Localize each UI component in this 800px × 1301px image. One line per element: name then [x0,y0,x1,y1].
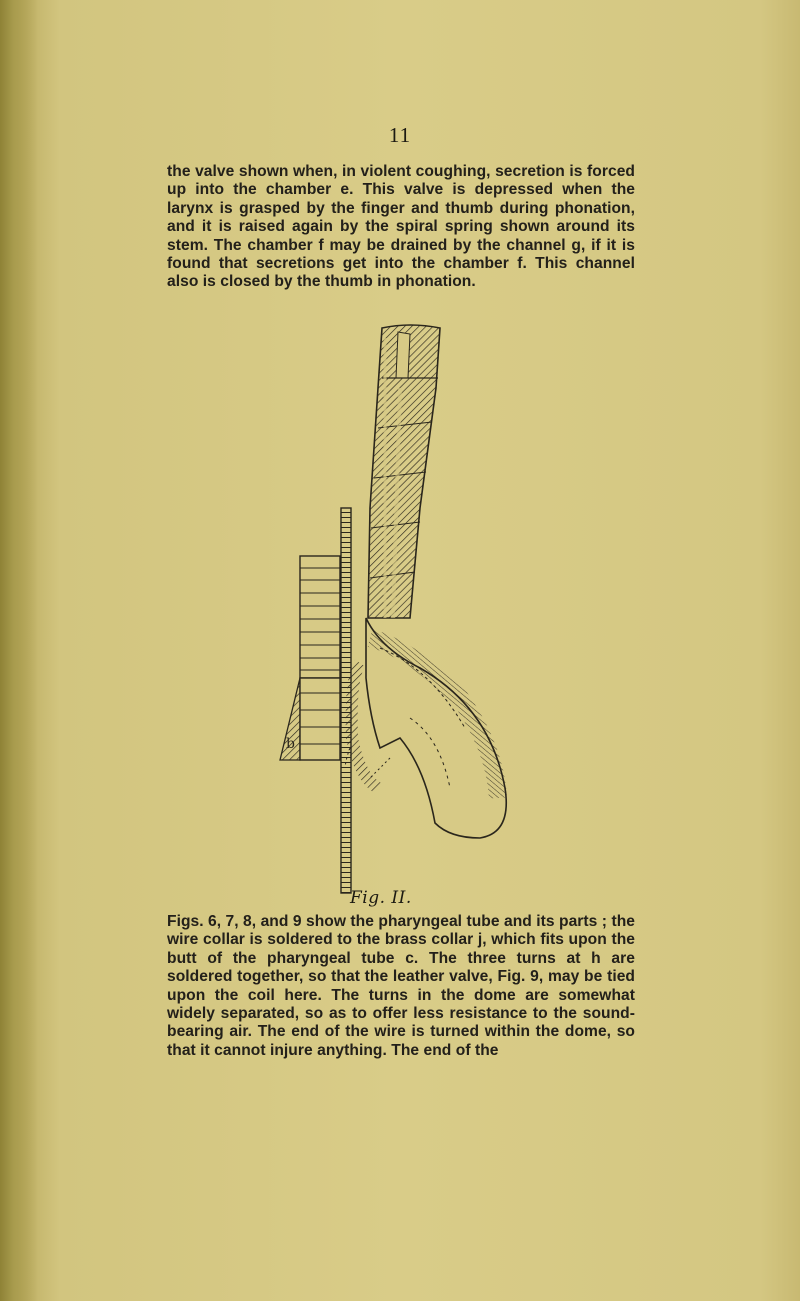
paragraph-bottom: Figs. 6, 7, 8, and 9 show the pharyngeal tube and its parts ; the wire collar is soldered to the brass collar j, which fits upon the butt of the pharyngeal tube c. The three turns at h are soldered together, so that the leather valve, Fig. 9, may be tied upon the coil here. The turns in the dome are somewhat widely separated, so as to offer less resistance to the sound-bearing air. The end of the wire is turned within the dome, so that it cannot injure anything. The end of the [167,913,635,1059]
page-number: 11 [388,123,412,147]
figure-caption: Fig. II. [350,888,412,908]
pharyngeal-tube [368,325,440,618]
paragraph-top: the valve shown when, in violent coughing, secretion is forced up into the chamber e. This valve is depressed when the larynx is grasped by the finger and thumb during phonation, and it is raised again by the spiral spring shown around its stem. The chamber f may be drained by the channel g, if it is found that secretions get into the chamber f. This channel also is closed by the thumb in phonation. [167,163,635,291]
dome-valve [345,618,506,838]
pharyngeal-tube-drawing [250,318,550,908]
page-gutter-shadow [0,0,38,1301]
label-b: b [286,736,295,752]
figure-illustration [250,318,550,908]
left-block [280,556,340,760]
